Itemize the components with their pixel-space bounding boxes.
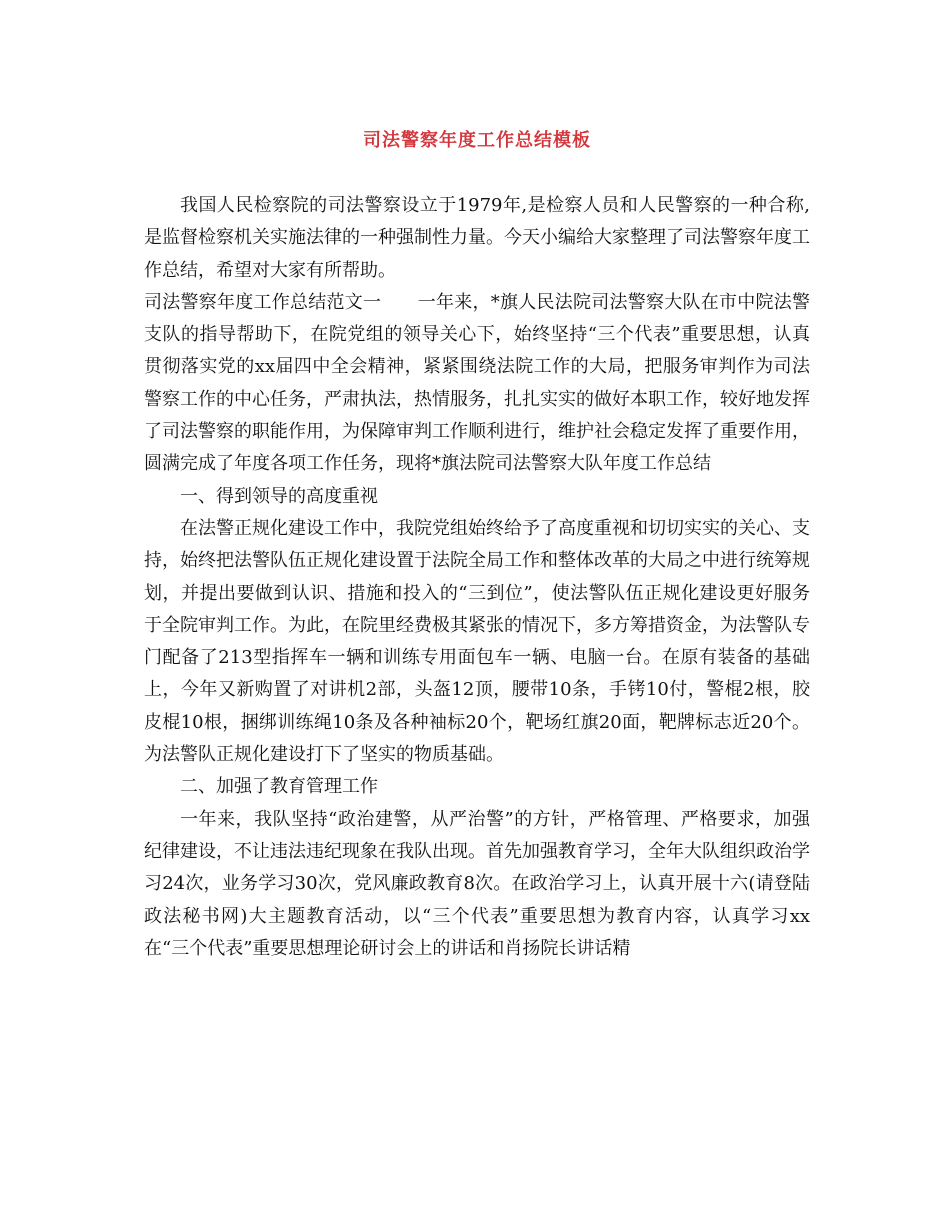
section-heading-1: 一、得到领导的高度重视 [180,485,378,507]
document-title: 司法警察年度工作总结模板 [363,130,591,151]
document-body [144,190,810,965]
paragraph-sample-one: 司法警察年度工作总结范文一 一年来，*旗人民法院司法警察大队在市中院法警支队的指导帮助下，在院党组的领导关心下，始终坚持“三个代表”重要思想，认真贯彻落实党的xx届四中全会精神，紧紧围绕法院工作的大局，把服务审判作为司法警察工作的中心任务，严肃执法，热情服务，扎扎实实的做好本职工作，较好地发挥了司法警察的职能作用，为保障审判工作顺利进行，维护社会稳定发挥了重要作用，圆满完成了年度各项工作任务，现将*旗法院司法警察大队年度工作总结 [144,291,810,475]
section-heading-2: 二、加强了教育管理工作 [180,776,378,798]
paragraph-section-1: 在法警正规化建设工作中，我院党组始终给予了高度重视和切切实实的关心、支持，始终把法警队伍正规化建设置于法院全局工作和整体改革的大局之中进行统筹规划，并提出要做到认识、措施和投入的“三到位”，使法警队伍正规化建设更好服务于全院审判工作。为此，在院里经费极其紧张的情况下，多方筹措资金，为法警队专门配备了213型指挥车一辆和训练专用面包车一辆、电脑一台。在原有装备的基础上，今年又新购置了对讲机2部，头盔12顶，腰带10条，手铐10付，警棍2根，胶皮棍10根，捆绑训练绳10条及各种袖标20个，靶场红旗20面，靶牌标志近20个。为法警队正规化建设打下了坚实的物质基础。 [144,517,810,766]
paragraph-intro: 我国人民检察院的司法警察设立于1979年,是检察人员和人民警察的一种合称,是监督检察机关实施法律的一种强制性力量。今天小编给大家整理了司法警察年度工作总结，希望对大家有所帮助。 [144,195,810,281]
paragraph-section-2: 一年来，我队坚持“政治建警，从严治警”的方针，严格管理、严格要求，加强纪律建设，不让违法违纪现象在我队出现。首先加强教育学习，全年大队组织政治学习24次，业务学习30次，党风廉政教育8次。在政治学习上，认真开展十六(请登陆政法秘书网)大主题教育活动，以“三个代表”重要思想为教育内容，认真学习xx在“三个代表”重要思想理论研讨会上的讲话和肖扬院长讲话精 [144,808,810,959]
